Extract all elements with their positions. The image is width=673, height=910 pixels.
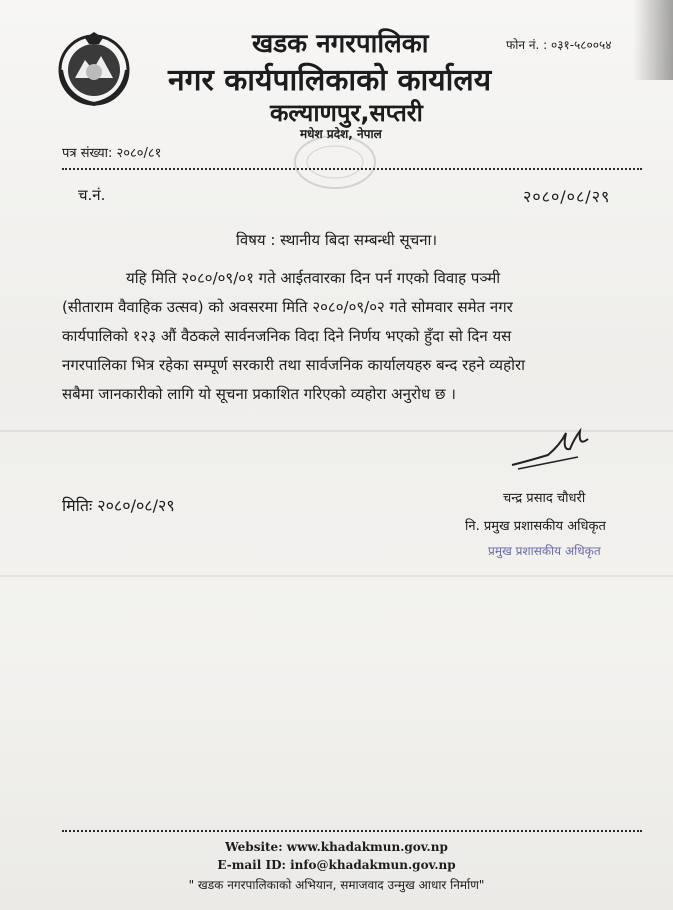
letter-date: २०८०/०८/२९ [523, 187, 611, 206]
footer-date: मितिः २०८०/०८/२९ [62, 496, 175, 515]
website: Website: www.khadakmun.gov.np [225, 840, 448, 854]
office-name: नगर कार्यपालिकाको कार्यालय [168, 63, 492, 98]
subject-line: विषय : स्थानीय बिदा सम्बन्धी सूचना। [236, 231, 438, 249]
faint-stamp-icon [290, 132, 380, 192]
paper-fold [0, 575, 673, 577]
body-line: नगरपालिका भित्र रहेका सम्पूर्ण सरकारी तथा सार्वजनिक कार्यालयहरु बन्द रहने व्यहोरा [62, 356, 525, 374]
page-edge-shadow [633, 0, 673, 80]
signatory-designation: नि. प्रमुख प्रशासकीय अधिकृत [465, 519, 606, 534]
office-location: कल्याणपुर,सप्तरी [270, 99, 423, 127]
signatory-name: चन्द्र प्रसाद चौधरी [503, 491, 586, 506]
body-line: सबैमा जानकारीको लागि यो सूचना प्रकाशित गरिएको व्यहोरा अनुरोध छ । [62, 385, 456, 403]
signature-icon [508, 425, 594, 473]
phone-number: फोन नं. : ०३१-५८००५४ [506, 38, 612, 52]
footer-divider [62, 830, 642, 832]
nepal-emblem-icon [55, 30, 133, 108]
notice-body [62, 264, 634, 409]
designation-stamp: प्रमुख प्रशासकीय अधिकृत [488, 544, 601, 558]
province-name: मधेश प्रदेश, नेपाल [300, 127, 382, 141]
slogan: " खडक नगरपालिकाको अभियान, समाजवाद उन्मुख आधार निर्माण" [188, 878, 485, 892]
body-line: कार्यपालिको १२३ औं वैठकले सार्वनजनिक विदा दिने निर्णय भएको हुँदा सो दिन यस [62, 327, 512, 345]
body-line: यहि मिति २०८०/०९/०१ गते आईतवारका दिन पर्न गएको विवाह पञ्मी [126, 269, 501, 287]
dispatch-number-label: च.नं. [78, 186, 106, 204]
header-divider [62, 168, 642, 170]
municipality-name: खडक नगरपालिका [252, 29, 429, 59]
body-line: (सीताराम वैवाहिक उत्सव) को अवसरमा मिति २०८०/०९/०२ गते सोमवार समेत नगर [62, 298, 513, 316]
letter-number: पत्र संख्या: २०८०/८१ [62, 146, 162, 161]
email: E-mail ID: info@khadakmun.gov.np [217, 858, 456, 872]
